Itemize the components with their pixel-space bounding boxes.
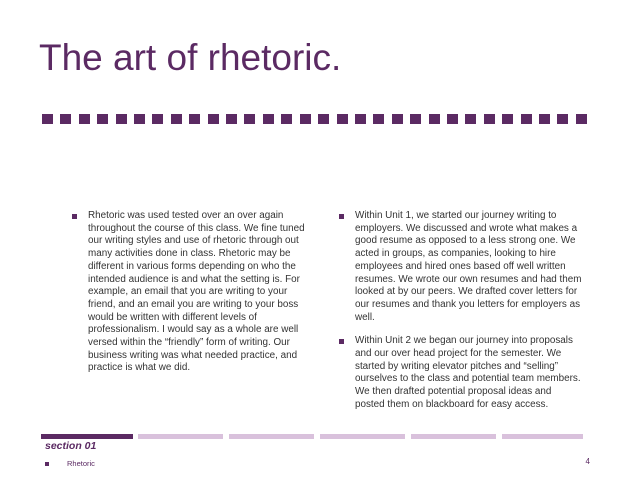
section-progress-bars xyxy=(41,434,583,439)
bullet-item xyxy=(72,210,312,375)
bullet-square-icon xyxy=(339,214,344,219)
dotted-divider xyxy=(42,114,587,126)
bullet-square-icon xyxy=(72,214,77,219)
progress-segment xyxy=(138,434,223,439)
footer-item xyxy=(45,459,95,468)
bullet-text: Within Unit 2 we began our journey into proposals and our over head project for the semester. We started by writing elevator pitches and “selling” ourselves to the class and potential team members. We then drafted potential proposal ideas and posted them on blackboard for easy access. xyxy=(355,335,581,410)
bullet-item xyxy=(339,335,583,411)
progress-segment-active xyxy=(41,434,133,439)
section-label: section 01 xyxy=(45,440,97,452)
bullet-text: Rhetoric was used tested over an over again throughout the course of this class. We fine tuned our writing styles and use of rhetoric through out many activities done in class. Rhetoric may be different in various forms depending on who the intended audience is and what the setting is. For example, an email that you are writing to your friend, and an email you are writing to your boss would be written with different levels of professionalism. I would say as a whole are well versed within the “friendly” form of writing. Our business writing was what needed practice, and practice is what we did. xyxy=(88,210,305,374)
progress-segment xyxy=(411,434,496,439)
right-column xyxy=(339,210,583,412)
slide-title: The art of rhetoric. xyxy=(39,37,342,78)
footer-item-label: Rhetoric xyxy=(67,459,95,468)
page-number: 4 xyxy=(585,457,590,466)
progress-segment xyxy=(320,434,405,439)
bullet-item xyxy=(339,210,583,324)
progress-segment xyxy=(229,434,314,439)
progress-segment xyxy=(502,434,583,439)
left-column xyxy=(72,210,312,375)
bullet-text: Within Unit 1, we started our journey writing to employers. We discussed and wrote what makes a good resume as opposed to a less strong one. We acted in groups, as companies, looking to hire employees and hired ones based off well written resumes. We wrote our own resumes and had them looked at by our peers. We drafted cover letters for our resumes and thank you letters for employers as well. xyxy=(355,210,582,323)
footer-bullet-icon xyxy=(45,462,49,466)
bullet-square-icon xyxy=(339,339,344,344)
